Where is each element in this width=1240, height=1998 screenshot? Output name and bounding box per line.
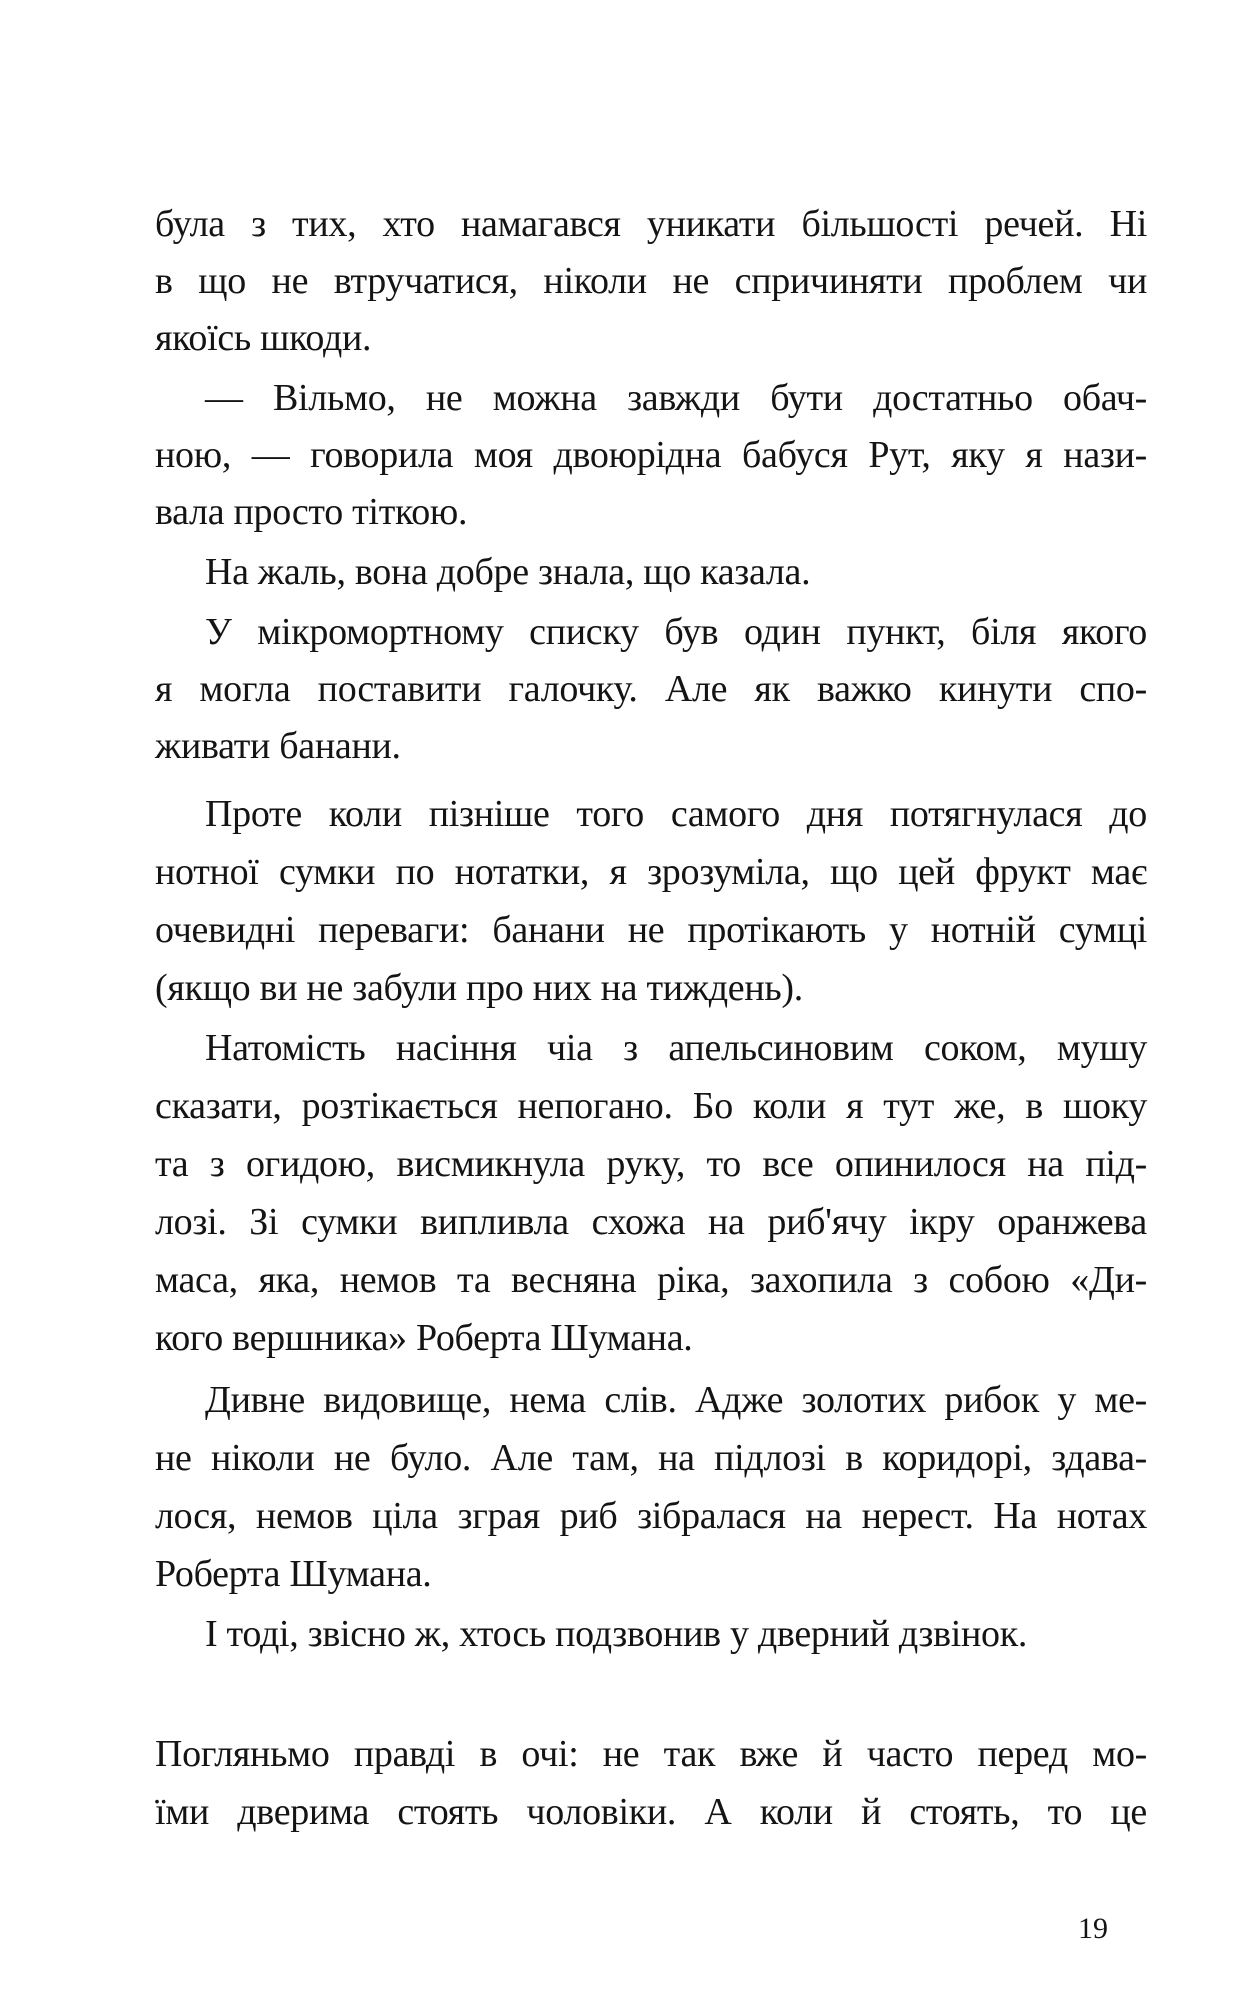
text-line: лозі. Зі сумки випливла схожа на риб'ячу ікру оранжева	[155, 1201, 1147, 1243]
text-line: живати банани.	[155, 725, 401, 767]
text-line: — Вільмо, не можна завжди бути достатньо обач-	[205, 377, 1147, 419]
text-line: не ніколи не було. Але там, на підлозі в коридорі, здава-	[155, 1437, 1147, 1479]
page-number: 19	[1078, 1912, 1108, 1945]
text-line: вала просто тіткою.	[155, 491, 468, 533]
text-line: в що не втручатися, ніколи не спричиняти проблем чи	[155, 260, 1147, 302]
text-line: очевидні переваги: банани не протікають у нотній сумці	[155, 909, 1147, 951]
text-line: кого вершника» Роберта Шумана.	[155, 1317, 693, 1359]
text-line: У мікромортному списку був один пункт, біля якого	[205, 611, 1147, 653]
text-line: сказати, розтікається непогано. Бо коли я тут же, в шоку	[155, 1085, 1147, 1127]
text-line: ною, — говорила моя двоюрідна бабуся Рут, яку я нази-	[155, 434, 1147, 476]
text-line: якоїсь шкоди.	[155, 317, 372, 359]
text-line: нотної сумки по нотатки, я зрозуміла, що цей фрукт має	[155, 851, 1147, 893]
text-line: На жаль, вона добре знала, що казала.	[205, 551, 811, 593]
text-line: була з тих, хто намагався уникати більшості речей. Ні	[155, 203, 1147, 245]
text-line: (якщо ви не забули про них на тиждень).	[155, 967, 803, 1009]
text-line: Погляньмо правді в очі: не так вже й часто перед мо-	[155, 1733, 1147, 1775]
text-line: я могла поставити галочку. Але як важко кинути спо-	[155, 668, 1147, 710]
text-line: їми дверима стоять чоловіки. А коли й стоять, то це	[155, 1791, 1147, 1833]
text-line: Дивне видовище, нема слів. Адже золотих рибок у ме-	[205, 1379, 1147, 1421]
text-line: та з огидою, висмикнула руку, то все опинилося на під-	[155, 1143, 1147, 1185]
text-line: маса, яка, немов та весняна ріка, захопила з собою «Ди-	[155, 1259, 1147, 1301]
text-line: І тоді, звісно ж, хтось подзвонив у дверний дзвінок.	[205, 1613, 1028, 1655]
text-line: Проте коли пізніше того самого дня потягнулася до	[205, 793, 1147, 835]
text-line: Роберта Шумана.	[155, 1553, 432, 1595]
text-line: лося, немов ціла зграя риб зібралася на нерест. На нотах	[155, 1495, 1147, 1537]
text-line: Натомість насіння чіа з апельсиновим соком, мушу	[205, 1027, 1147, 1069]
